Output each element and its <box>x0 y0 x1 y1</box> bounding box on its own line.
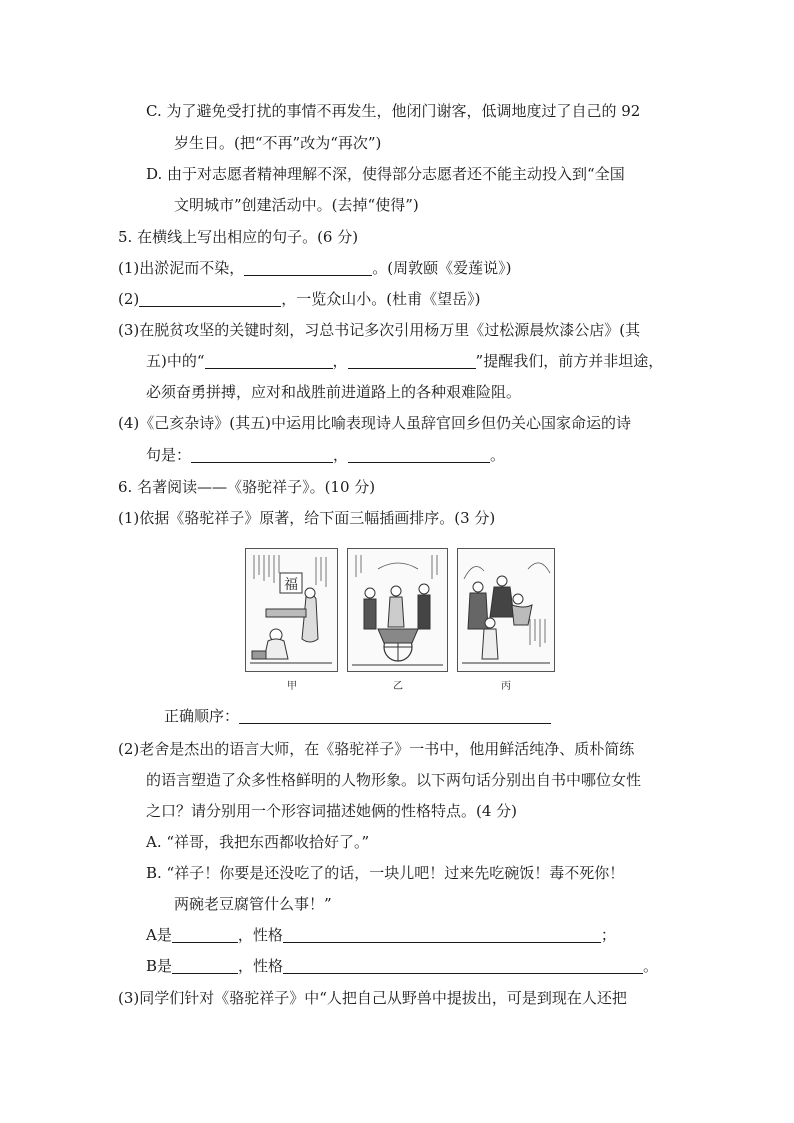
q6-order-label: 正确顺序： <box>164 707 240 725</box>
q5-part2-text-b: ，一览众山小。(杜甫《望岳》) <box>281 290 481 308</box>
q5-part4-text-c: 。 <box>490 446 506 464</box>
q6-answer-a-trait-blank[interactable] <box>283 926 601 943</box>
illustration-fu-char: 福 <box>284 577 298 593</box>
illustration-bing-drawing <box>458 549 554 671</box>
q6-answer-b <box>146 956 658 976</box>
q5-part4-blank-1[interactable] <box>191 446 333 463</box>
caption-yi: 乙 <box>393 681 403 692</box>
q6-answer-a <box>146 925 616 945</box>
q6-order-line <box>164 706 551 726</box>
q5-part1-text-a: (1)出淤泥而不染， <box>118 259 245 277</box>
q6-quote-b-line1: B. “祥子！你要是还没吃了的话，一块儿吧！过来先吃碗饭！毒不死你！ <box>146 864 625 882</box>
q5-part3-line2 <box>146 351 663 371</box>
caption-jia: 甲 <box>287 681 297 692</box>
q5-part4-line1: (4)《己亥杂诗》(其五)中运用比喻表现诗人虽辞官回乡但仍关心国家命运的诗 <box>118 414 631 432</box>
q5-part2-text-a: (2) <box>118 290 140 308</box>
q6-part2-line1: (2)老舍是杰出的语言大师，在《骆驼祥子》一书中，他用鲜活纯净、质朴简练 <box>118 740 635 758</box>
q6-part3-line1: (3)同学们针对《骆驼祥子》中“人把自己从野兽中提拔出，可是到现在人还把 <box>118 989 627 1007</box>
q5-part1-text-b: 。(周敦颐《爱莲说》) <box>372 259 512 277</box>
q5-part4-text-a: 句是： <box>146 446 192 464</box>
q6-quote-a: A. “祥哥，我把东西都收拾好了。” <box>146 833 370 851</box>
q5-title: 5. 在横线上写出相应的句子。(6 分) <box>118 228 359 246</box>
q4-option-c-line1: C. 为了避免受打扰的事情不再发生，他闭门谢客，低调地度过了自己的 92 <box>146 102 641 120</box>
q6-part2-line2: 的语言塑造了众多性格鲜明的人物形象。以下两句话分别出自书中哪位女性 <box>146 771 642 789</box>
q5-part4-line2 <box>146 445 505 465</box>
illustration-jia <box>245 548 338 672</box>
q6-answer-a-mid: ，性格 <box>237 926 283 944</box>
q6-answer-a-person-blank[interactable] <box>172 926 238 943</box>
q5-part4-text-b: ， <box>333 446 349 464</box>
q6-answer-a-end: ； <box>600 926 616 944</box>
illustration-yi <box>347 548 448 672</box>
caption-bing: 丙 <box>501 681 511 692</box>
q4-option-c-line2: 岁生日。(把“不再”改为“再次”) <box>174 134 382 152</box>
q5-part3-text-c: ”提醒我们，前方并非坦途， <box>475 352 664 370</box>
q5-part4-blank-2[interactable] <box>348 446 490 463</box>
q5-part1 <box>118 258 511 278</box>
q6-order-blank[interactable] <box>239 707 551 724</box>
illustration-yi-drawing <box>348 549 447 671</box>
q6-answer-b-end: 。 <box>643 957 659 975</box>
q5-part3-line3: 必须奋勇拼搏，应对和战胜前进道路上的各种艰难险阻。 <box>146 383 522 401</box>
q6-part1: (1)依据《骆驼祥子》原著，给下面三幅插画排序。(3 分) <box>118 509 496 527</box>
q6-answer-b-trait-blank[interactable] <box>283 957 643 974</box>
q6-answer-b-person-blank[interactable] <box>172 957 238 974</box>
q5-part1-blank[interactable] <box>244 259 372 276</box>
q6-title: 6. 名著阅读——《骆驼祥子》。(10 分) <box>118 478 376 496</box>
q5-part2-blank[interactable] <box>139 290 281 307</box>
q5-part2 <box>118 289 480 309</box>
q5-part3-text-a: 五)中的“ <box>146 352 205 370</box>
q6-answer-a-prefix: A是 <box>146 926 172 944</box>
illustration-jia-drawing <box>246 549 337 671</box>
q6-answer-b-prefix: B是 <box>146 957 173 975</box>
q5-part3-blank-2[interactable] <box>348 352 476 369</box>
q6-answer-b-mid: ，性格 <box>238 957 284 975</box>
q5-part3-blank-1[interactable] <box>205 352 333 369</box>
q6-quote-b-line2: 两碗老豆腐管什么事！” <box>174 895 332 913</box>
illustration-bing <box>457 548 555 672</box>
q6-part2-line3: 之口？请分别用一个形容词描述她俩的性格特点。(4 分) <box>146 802 518 820</box>
q4-option-d-line2: 文明城市”创建活动中。(去掉“使得”) <box>174 196 419 214</box>
q5-part3-text-b: ， <box>332 352 348 370</box>
q4-option-d-line1: D. 由于对志愿者精神理解不深，使得部分志愿者还不能主动投入到“全国 <box>146 165 625 183</box>
q5-part3-line1: (3)在脱贫攻坚的关键时刻，习总书记多次引用杨万里《过松源晨炊漆公店》(其 <box>118 321 641 339</box>
